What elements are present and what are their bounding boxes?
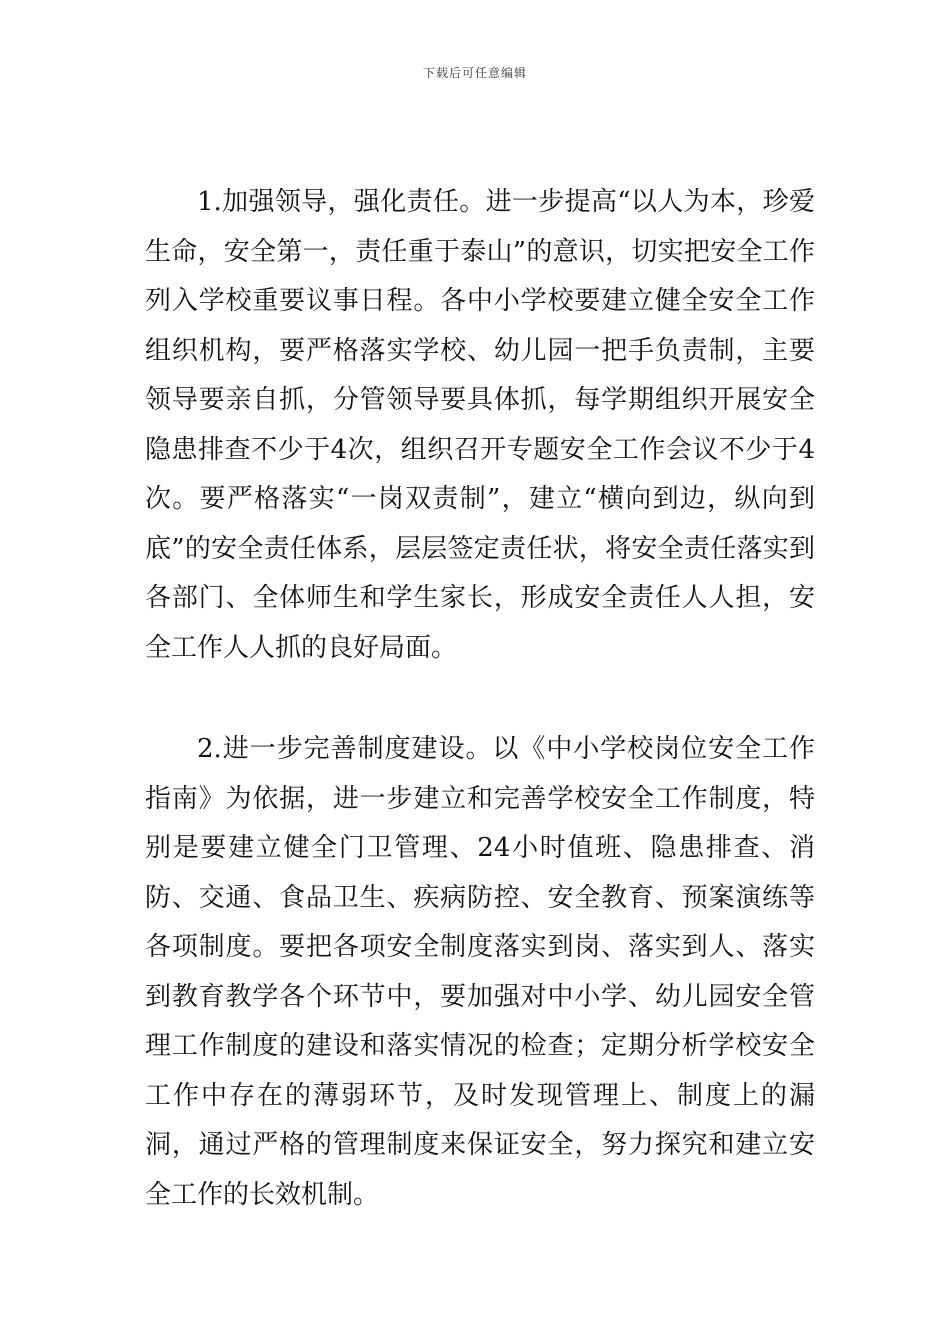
paragraph-system-construction: 2.进一步完善制度建设。以《中小学校岗位安全工作指南》为依据，进一步建立和完善学校安全工作制度，特别是要建立健全门卫管理、24小时值班、隐患排查、消防、交通、食品卫生、疾病防控、安全教育、预案演练等各项制度。要把各项安全制度落实到岗、落实到人、落实到教育教学各个环节中，要加强对中小学、幼儿园安全管理工作制度的建设和落实情况的检查；定期分析学校安全工作中存在的薄弱环节，及时发现管理上、制度上的漏洞，通过严格的管理制度来保证安全，努力探究和建立安全工作的长效机制。	[145, 734, 815, 1210]
paragraph-leadership-responsibility: 1.加强领导，强化责任。进一步提高“以人为本，珍爱生命，安全第一，责任重于泰山”的意识，切实把安全工作列入学校重要议事日程。各中小学校要建立健全安全工作组织机构，要严格落实学校、幼儿园一把手负责制，主要领导要亲自抓，分管领导要具体抓，每学期组织开展安全隐患排查不少于4次，组织召开专题安全工作会议不少于4次。要严格落实“一岗双责制”，建立“横向到边，纵向到底”的安全责任体系，层层签定责任状，将安全责任落实到各部门、全体师生和学生家长，形成安全责任人人担，安全工作人人抓的良好局面。	[145, 187, 815, 663]
document-body	[145, 178, 815, 1220]
page-header: 下载后可任意编辑	[422, 66, 527, 80]
